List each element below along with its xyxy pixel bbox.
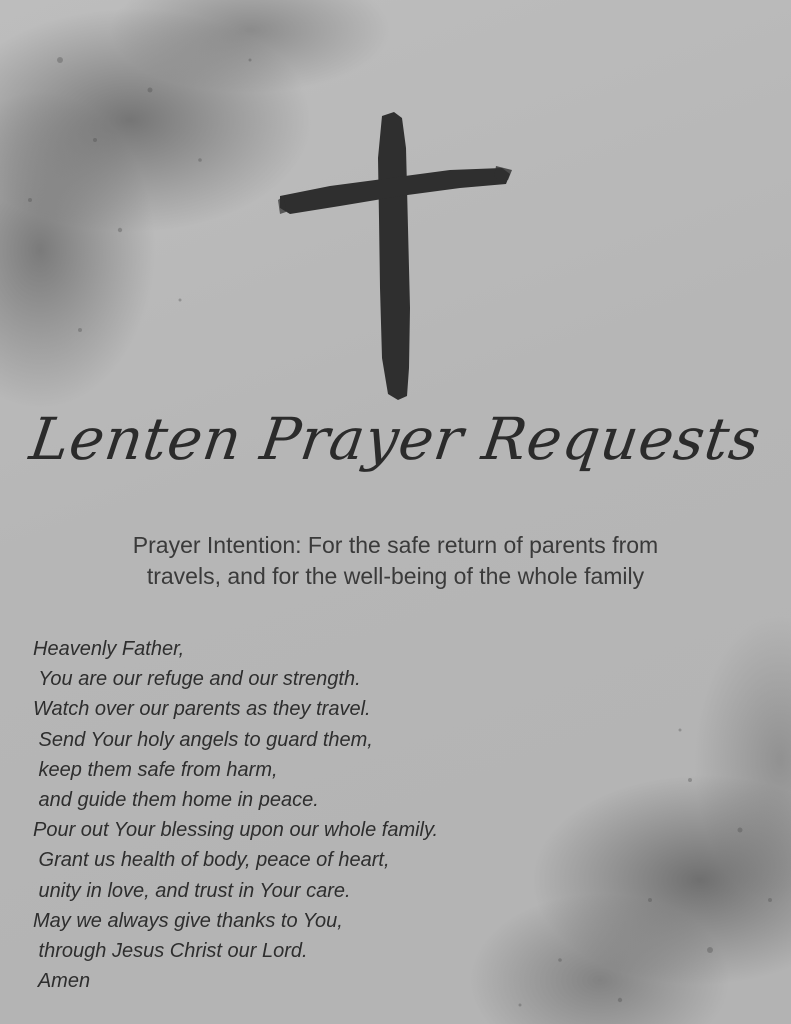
prayer-line: Heavenly Father,: [33, 638, 185, 660]
prayer-line: Pour out Your blessing upon our whole family.: [33, 819, 439, 842]
prayer-line: keep them safe from harm,: [33, 758, 278, 781]
intention-line-2: travels, and for the well-being of the whole family: [146, 563, 645, 589]
prayer-line: Amen: [33, 970, 91, 993]
prayer-line: You are our refuge and our strength.: [33, 668, 361, 691]
prayer-line: Send Your holy angels to guard them,: [33, 728, 373, 751]
cross-icon: [270, 108, 520, 408]
prayer-line: unity in love, and trust in Your care.: [33, 879, 351, 902]
prayer-line: through Jesus Christ our Lord.: [33, 940, 308, 963]
prayer-line: Grant us health of body, peace of heart,: [33, 849, 390, 872]
prayer-intention: [40, 530, 751, 592]
prayer-line: and guide them home in peace.: [33, 789, 319, 812]
prayer-text: [33, 634, 733, 996]
prayer-line: May we always give thanks to You,: [33, 909, 343, 932]
prayer-line: Watch over our parents as they travel.: [33, 698, 371, 721]
page-title: Lenten Prayer Requests: [25, 405, 766, 473]
intention-line-1: Prayer Intention: For the safe return of parents from: [132, 532, 659, 558]
